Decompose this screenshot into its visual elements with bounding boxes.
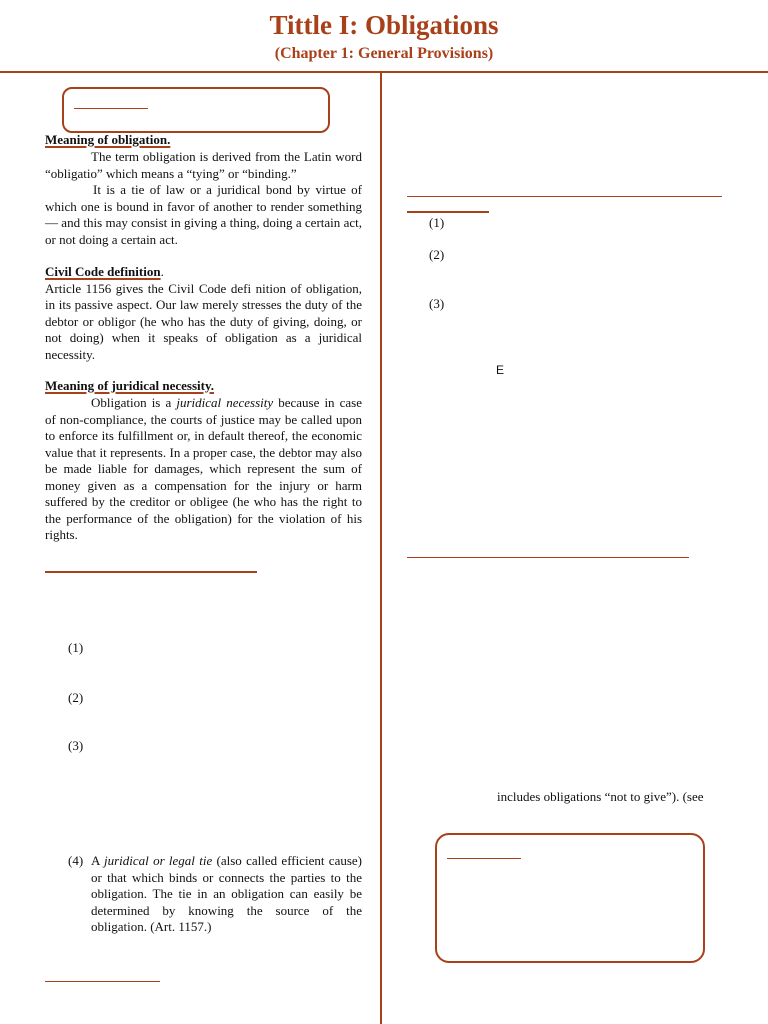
column-divider <box>380 72 382 1024</box>
civil-code-text: Article 1156 gives the Civil Code defi nition of obligation, in its passive aspect. Our law merely stresses the duty of the debtor or obligor (he who has the duty of giving, doing, or not doing) when it speaks of obligation as a juridical necessity. <box>45 280 362 362</box>
left-item-4-text <box>91 853 362 936</box>
left-item-1: (1) <box>68 640 84 655</box>
juridical-text-italic: juridical necessity <box>176 395 274 410</box>
right-item-3: (3) <box>429 296 445 311</box>
left-top-box <box>62 87 330 133</box>
item4-text-b: (also called efficient cause) or that which binds or connects the parties to the obligation. The tie in an obligation can easily be determined by knowing the source of the obligation. (Art. 1157.) <box>91 853 363 934</box>
box-heading-line <box>447 858 521 859</box>
right-item-2: (2) <box>429 247 445 262</box>
meaning-paragraph-1 <box>45 149 362 248</box>
stray-letter: E <box>496 363 505 377</box>
left-item-2: (2) <box>68 690 84 705</box>
right-text-fragment: includes obligations “not to give”). (see <box>497 789 704 804</box>
meaning-text-1: The term obligation is derived from the Latin word “obligatio” which means a “tying” or “binding.” <box>45 149 362 181</box>
juridical-text-a: Obligation is a <box>91 395 177 410</box>
meaning-text-2: It is a tie of law or a juridical bond by virtue of which one is bound in favor of another to render something — and this may consist in giving a thing, doing a certain act, or not doing a certain act. <box>45 182 362 247</box>
meaning-of-obligation-heading: Meaning of obligation. <box>45 132 171 147</box>
civil-code-heading: Civil Code definition <box>45 264 161 279</box>
juridical-text-b: because in case of non-compliance, the courts of justice may be called upon to enforce its fulfillment or, in default thereof, the economic value that it represents. In a proper case, the debtor may also be made liable for damages, which represent the sum of money given as a compensation for the injury or harm suffered by the creditor or obligee (he who has the right to the performance of the obligation) for the violation of his rights. <box>45 395 363 542</box>
right-subsection-line <box>407 211 489 213</box>
page-subtitle: (Chapter 1: General Provisions) <box>274 45 494 62</box>
box-heading-line <box>74 108 148 109</box>
juridical-necessity-paragraph <box>45 395 362 544</box>
juridical-necessity-heading: Meaning of juridical necessity. <box>45 378 214 393</box>
item4-text-a: A <box>91 853 104 868</box>
left-item-3: (3) <box>68 738 84 753</box>
right-item-1: (1) <box>429 215 445 230</box>
header-divider <box>0 71 768 73</box>
item4-text-italic: juridical or legal tie <box>103 853 213 868</box>
right-bottom-box <box>435 833 705 963</box>
right-mid-line <box>407 557 689 558</box>
civil-code-heading-period: . <box>160 264 164 279</box>
left-item-4-number: (4) <box>68 853 84 868</box>
right-section-line <box>407 196 722 197</box>
page-title: Tittle I: Obligations <box>269 10 499 40</box>
left-section-line <box>45 571 257 573</box>
left-bottom-line <box>45 981 160 982</box>
civil-code-section <box>45 264 362 363</box>
